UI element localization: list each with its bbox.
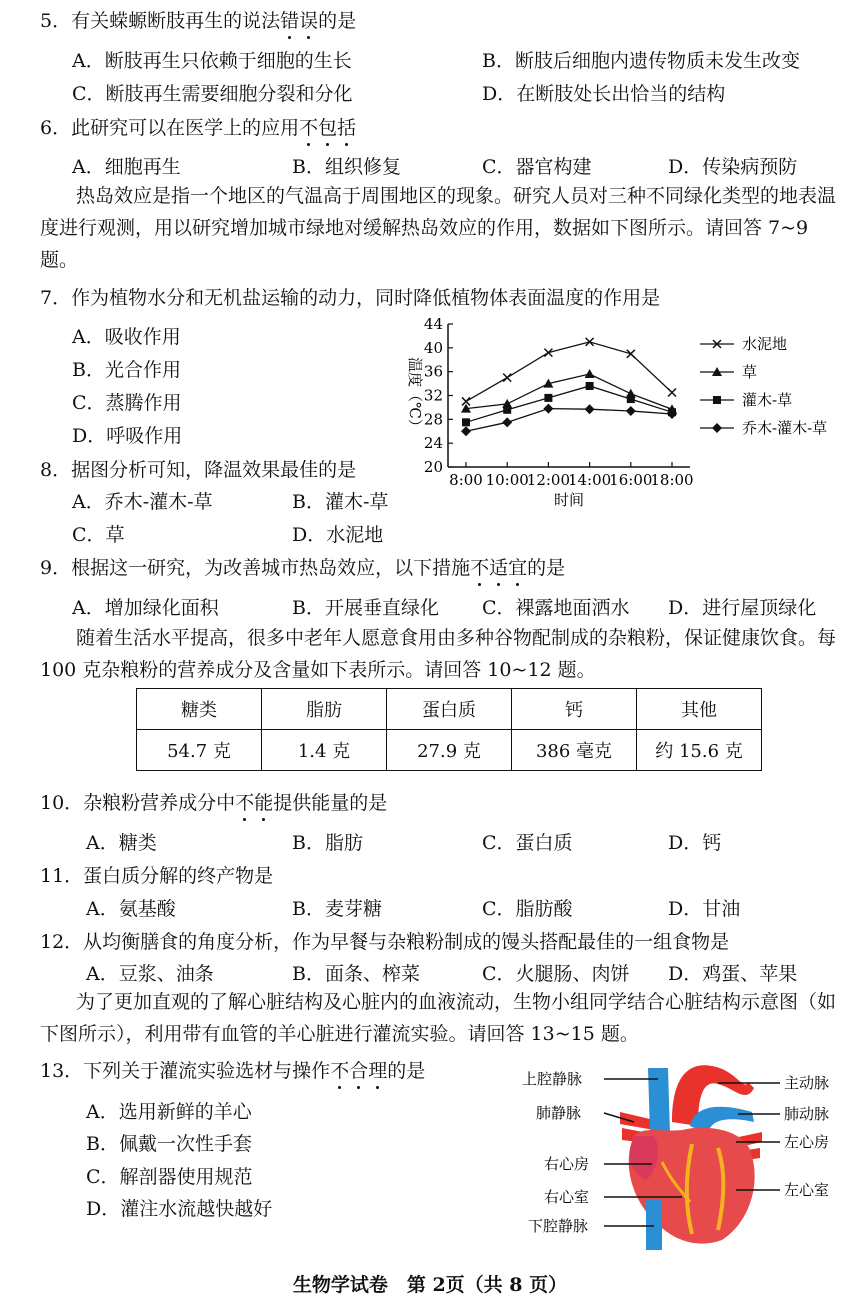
data-point [585,404,595,414]
data-point [627,395,635,403]
q11-option-a[interactable]: A．氨基酸 [86,898,176,920]
q6-option-a[interactable]: A．细胞再生 [72,156,181,178]
q11-option-b[interactable]: B．麦芽糖 [292,898,382,920]
label-pulmonary-vein: 肺静脉 [536,1104,582,1122]
table-row [137,730,762,771]
data-point [627,350,635,358]
label-left-ventricle: 左心室 [784,1181,830,1199]
data-point [668,389,676,397]
table-header-cell: 糖类 [137,689,262,730]
passage-grain-powder: 随着生活水平提高，很多中老年人愿意食用由多种谷物配制成的杂粮粉，保证健康饮食。每 100 克杂粮粉的营养成分及含量如下表所示。请回答 10~12 题。 [40,627,837,681]
x-tick-label: 10:00 [485,471,529,489]
x-tick-label: 8:00 [449,471,483,489]
data-point [462,418,470,426]
q10-option-b[interactable]: B．脂肪 [292,832,363,854]
y-tick-label: 32 [423,386,443,405]
q9-option-d[interactable]: D．进行屋顶绿化 [668,597,817,619]
series-line-4 [466,409,672,432]
legend-label: 草 [742,363,758,381]
data-point [461,426,471,436]
y-tick-label: 36 [423,362,443,381]
q9-option-a[interactable]: A．增加绿化面积 [72,597,219,619]
table-cell: 27.9 克 [387,730,512,771]
legend-label: 水泥地 [742,335,788,353]
q13-option-c[interactable]: C．解剖器使用规范 [86,1166,253,1188]
data-point [544,349,552,357]
data-point [543,404,553,414]
q7-option-d[interactable]: D．呼吸作用 [72,425,183,447]
temperature-line-chart [390,312,855,512]
q8-option-c[interactable]: C．草 [72,524,125,546]
label-right-ventricle: 右心室 [544,1188,590,1206]
x-tick-label: 16:00 [609,471,653,489]
q8-option-d[interactable]: D．水泥地 [292,524,384,546]
y-axis-label: 温度（℃） [406,357,424,434]
q11-option-c[interactable]: C．脂肪酸 [482,898,573,920]
table-header-row [137,689,762,730]
q6-option-c[interactable]: C．器官构建 [482,156,592,178]
table-header-cell: 钙 [512,689,637,730]
q8-option-a[interactable]: A．乔木-灌木-草 [72,491,213,513]
question-11-stem: 11．蛋白质分解的终产物是 [40,865,274,887]
data-point [503,374,511,382]
data-point [544,394,552,402]
q12-option-d[interactable]: D．鸡蛋、苹果 [668,963,798,985]
x-tick-label: 14:00 [567,471,612,489]
q12-option-a[interactable]: A．豆浆、油条 [86,963,214,985]
question-10-stem: 10．杂粮粉营养成分中不能提供能量的是 [40,792,388,814]
x-tick-label: 12:00 [526,471,571,489]
q10-option-d[interactable]: D．钙 [668,832,722,854]
q5-option-d[interactable]: D．在断肢处长出恰当的结构 [482,83,726,105]
q12-option-b[interactable]: B．面条、榨菜 [292,963,420,985]
x-tick-label: 18:00 [650,471,694,489]
q7-option-a[interactable]: A．吸收作用 [72,326,181,348]
q5-option-a[interactable]: A．断肢再生只依赖于细胞的生长 [72,50,352,72]
data-point [585,369,595,378]
q7-option-c[interactable]: C．蒸腾作用 [72,392,182,414]
x-axis-label: 时间 [553,491,585,509]
legend-label: 乔木-灌木-草 [742,419,828,437]
table-cell: 1.4 克 [262,730,387,771]
question-6-stem: 6．此研究可以在医学上的应用不包括 [40,117,357,139]
y-tick-label: 20 [423,458,443,476]
q7-option-b[interactable]: B．光合作用 [72,359,181,381]
q12-option-c[interactable]: C．火腿肠、肉饼 [482,963,630,985]
q8-option-b[interactable]: B．灌木-草 [292,491,389,513]
y-tick-label: 28 [423,410,443,429]
q13-option-b[interactable]: B．佩戴一次性手套 [86,1133,252,1155]
table-header-cell: 其他 [637,689,762,730]
series-line-3 [466,386,672,422]
q9-option-b[interactable]: B．开展垂直绿化 [292,597,439,619]
label-right-atrium: 右心房 [544,1155,590,1173]
question-8-stem: 8．据图分析可知，降温效果最佳的是 [40,459,357,481]
label-superior-vena-cava: 上腔静脉 [522,1070,583,1088]
label-left-atrium: 左心房 [784,1133,830,1151]
q6-option-d[interactable]: D．传染病预防 [668,156,798,178]
data-point [586,382,594,390]
legend-marker [712,423,722,433]
q11-option-d[interactable]: D．甘油 [668,898,741,920]
passage-heart-perfusion: 为了更加直观的了解心脏结构及心脏内的血液流动，生物小组同学结合心脏结构示意图（如下图所示），利用带有血管的羊心脏进行灌流实验。请回答 13~15 题。 [40,991,837,1045]
question-13-stem: 13．下列关于灌流实验选材与操作不合理的是 [40,1060,426,1082]
heart-diagram [522,1052,858,1252]
legend-marker [713,396,721,404]
label-inferior-vena-cava: 下腔静脉 [528,1217,589,1235]
question-5-stem: 5．有关蝾螈断肢再生的说法错误的是 [40,10,357,32]
table-cell: 386 毫克 [512,730,637,771]
label-pulmonary-artery: 肺动脉 [784,1105,830,1123]
label-aorta: 主动脉 [784,1074,830,1092]
legend-label: 灌木-草 [742,391,793,409]
data-point [503,406,511,414]
data-point [626,406,636,416]
inferior-vena-cava-shape [646,1200,662,1250]
q10-option-c[interactable]: C．蛋白质 [482,832,573,854]
q13-option-a[interactable]: A．选用新鲜的羊心 [86,1101,252,1123]
q13-option-d[interactable]: D．灌注水流越快越好 [86,1198,273,1220]
table-cell: 54.7 克 [137,730,262,771]
q9-option-c[interactable]: C．裸露地面洒水 [482,597,630,619]
y-tick-label: 40 [423,338,443,357]
q10-option-a[interactable]: A．糖类 [86,832,157,854]
question-7-stem: 7．作为植物水分和无机盐运输的动力，同时降低植物体表面温度的作用是 [40,287,661,309]
question-12-stem: 12．从均衡膳食的角度分析，作为早餐与杂粮粉制成的馒头搭配最佳的一组食物是 [40,931,730,953]
table-header-cell: 脂肪 [262,689,387,730]
q5-option-c[interactable]: C．断肢再生需要细胞分裂和分化 [72,83,353,105]
table-header-cell: 蛋白质 [387,689,512,730]
question-9-stem: 9．根据这一研究，为改善城市热岛效应，以下措施不适宜的是 [40,557,566,579]
y-tick-label: 44 [423,315,443,333]
superior-vena-cava-shape [648,1068,670,1134]
data-point [586,338,594,346]
passage-heat-island: 热岛效应是指一个地区的气温高于周围地区的现象。研究人员对三种不同绿化类型的地表温度进行观测，用以研究增加城市绿地对缓解热岛效应的作用，数据如下图所示。请回答 7~9 题。 [40,185,837,271]
data-point [502,417,512,427]
table-cell: 约 15.6 克 [637,730,762,771]
y-tick-label: 24 [423,434,443,453]
q6-option-b[interactable]: B．组织修复 [292,156,401,178]
nutrition-table [136,688,762,771]
q5-option-b[interactable]: B．断肢后细胞内遗传物质未发生改变 [482,50,800,72]
page-footer: 生物学试卷 第 2页（共 8 页） [292,1274,568,1296]
